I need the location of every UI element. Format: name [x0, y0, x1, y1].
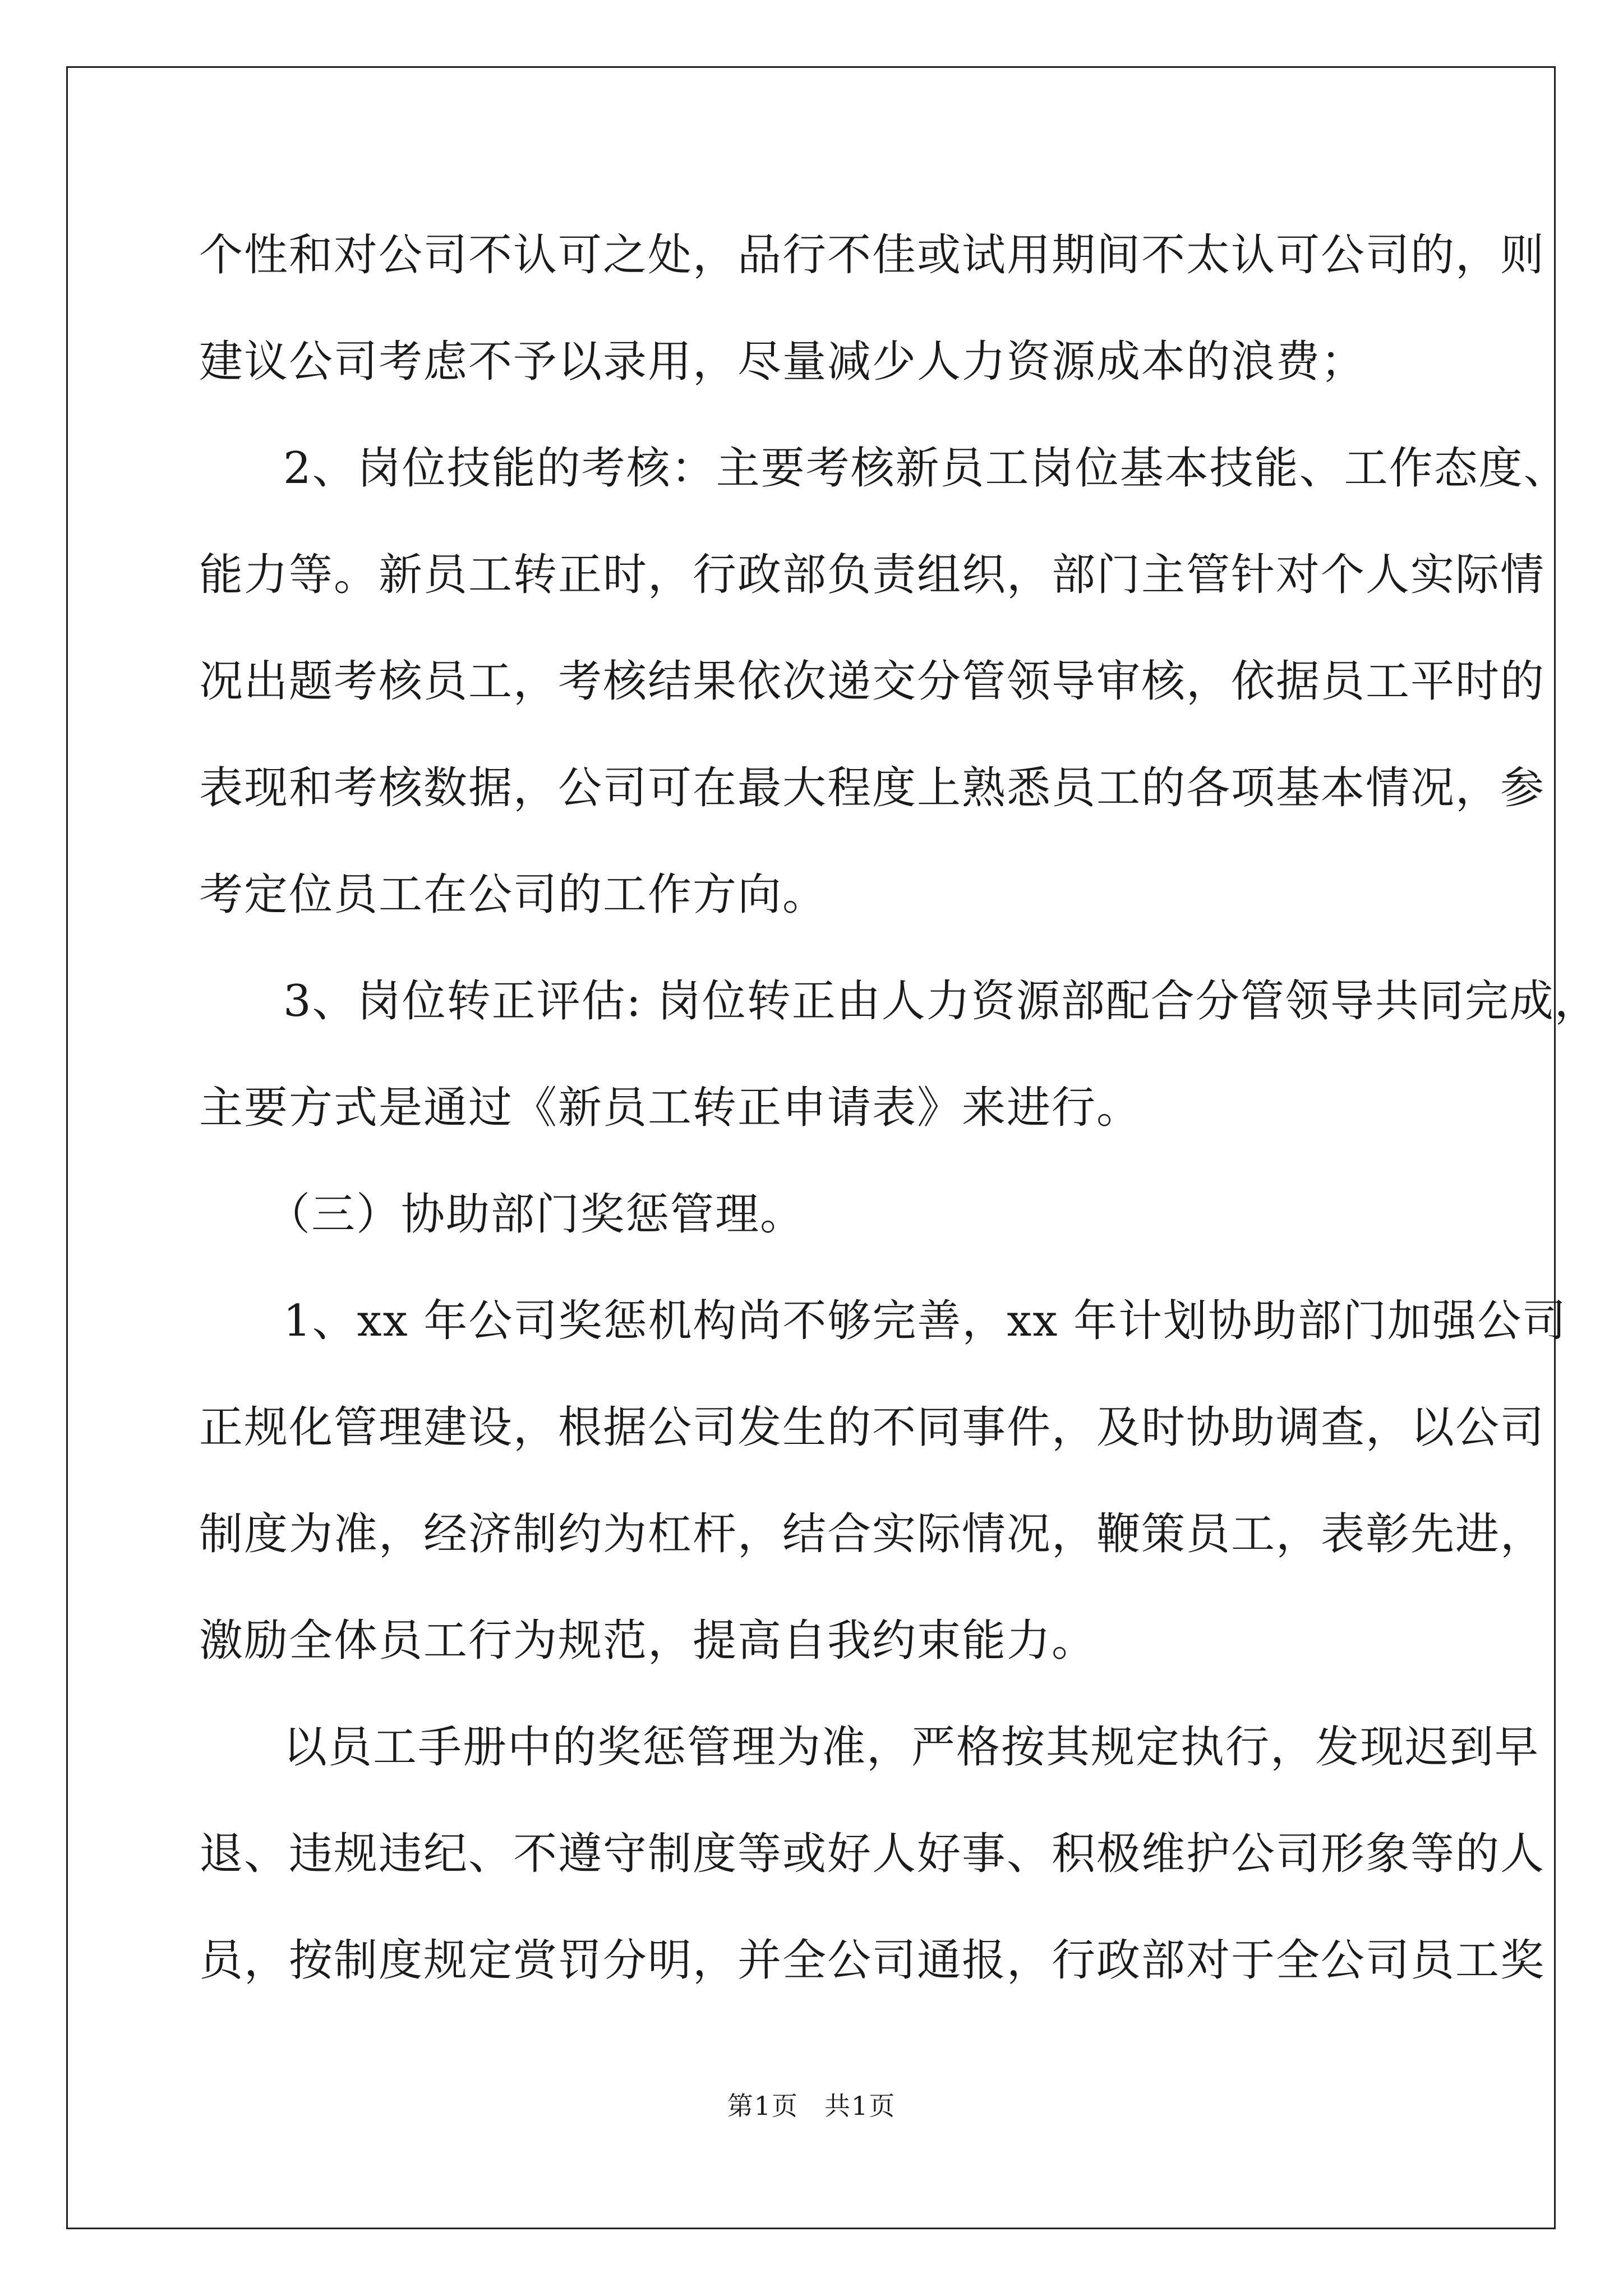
paragraph-skill-assessment: [199, 415, 1569, 948]
text-line: 1、xx 年公司奖惩机构尚不够完善，xx 年计划协助部门加强公司: [283, 1296, 1567, 1346]
document-body: [199, 202, 1599, 2014]
paragraph-rewards-mechanism: [199, 1268, 1567, 1694]
text-line: 员，按制度规定赏罚分明，并全公司通报，行政部对于全公司员工奖: [199, 1935, 1546, 1986]
paragraph-regularization-evaluation: [199, 948, 1599, 1161]
text-line: 建议公司考虑不予以录用，尽量减少人力资源成本的浪费；: [199, 337, 1366, 387]
page-total: 共1页: [824, 2091, 896, 2121]
text-line: 个性和对公司不认可之处，品行不佳或试用期间不太认可公司的，则: [199, 230, 1546, 280]
page-footer: [0, 2086, 1623, 2123]
text-line: 2、岗位技能的考核：主要考核新员工岗位基本技能、工作态度、: [283, 443, 1569, 494]
text-line: 激励全体员工行为规范，提高自我约束能力。: [199, 1616, 1097, 1666]
section-heading-rewards-penalties: [199, 1161, 1433, 1268]
text-line: 能力等。新员工转正时，行政部负责组织，部门主管针对个人实际情: [199, 550, 1546, 600]
text-line: 考定位员工在公司的工作方向。: [199, 869, 828, 920]
text-line: 表现和考核数据，公司可在最大程度上熟悉员工的各项基本情况，参: [199, 763, 1546, 813]
page-number: 第1页: [727, 2091, 799, 2121]
text-line: 退、违规违纪、不遵守制度等或好人好事、积极维护公司形象等的人: [199, 1829, 1546, 1879]
paragraph-probation-review: [199, 202, 1546, 415]
text-line: 况出题考核员工，考核结果依次递交分管领导审核，依据员工平时的: [199, 656, 1546, 707]
section-heading: （三）协助部门奖惩管理。: [266, 1189, 805, 1240]
text-line: 以员工手册中的奖惩管理为准，严格按其规定执行，发现迟到早: [283, 1722, 1540, 1773]
text-line: 制度为准，经济制约为杠杆，结合实际情况，鞭策员工，表彰先进，: [199, 1509, 1546, 1559]
text-line: 主要方式是通过《新员工转正申请表》来进行。: [199, 1083, 1142, 1133]
text-line: 正规化管理建设，根据公司发生的不同事件，及时协助调查，以公司: [199, 1402, 1546, 1453]
text-line: 3、岗位转正评估: 岗位转正由人力资源部配合分管领导共同完成，: [283, 976, 1599, 1027]
paragraph-employee-handbook: [199, 1694, 1546, 2014]
